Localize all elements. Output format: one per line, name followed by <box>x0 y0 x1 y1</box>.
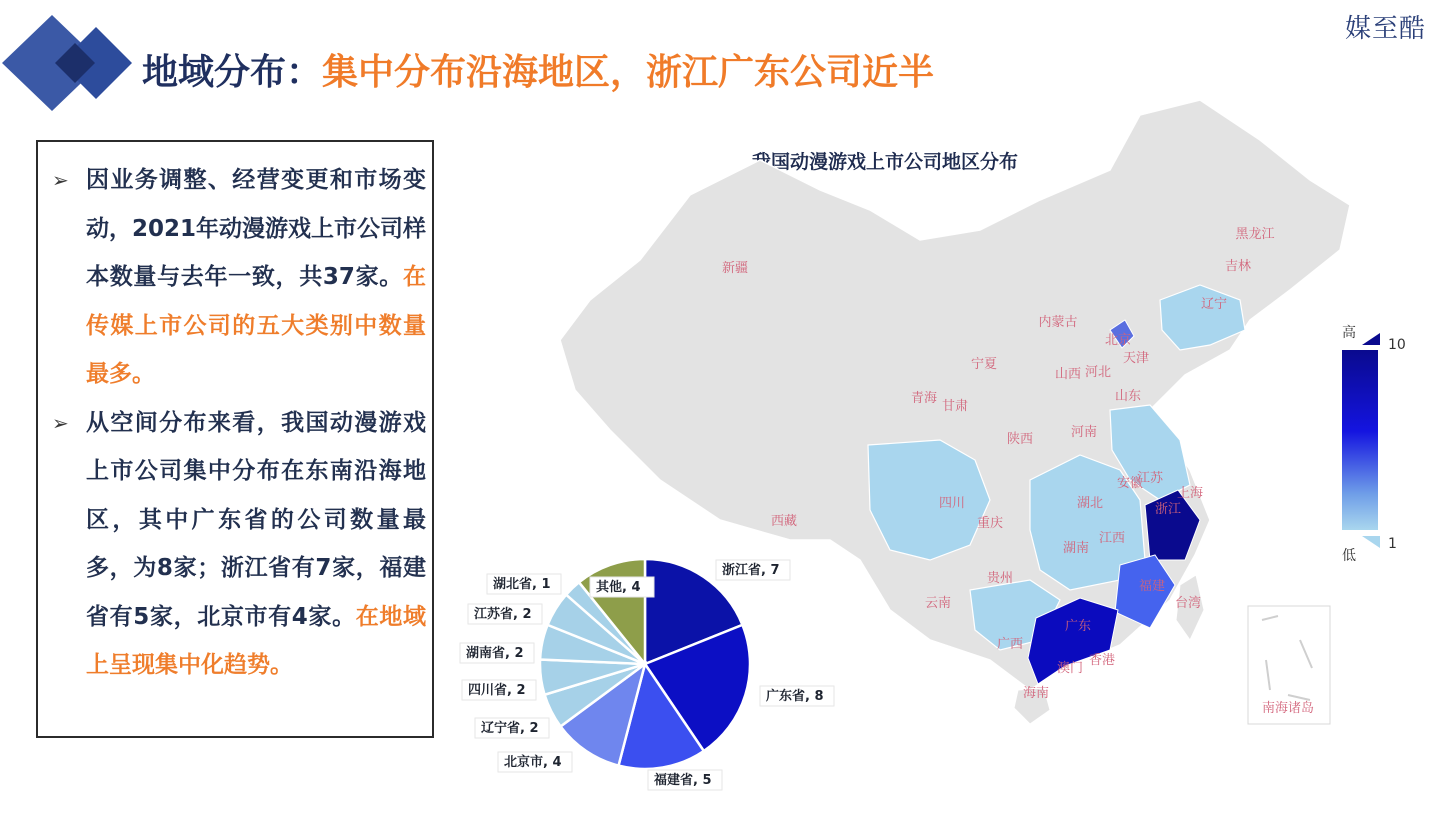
pie-data-label <box>760 686 834 706</box>
bullet-item-2 <box>50 399 426 690</box>
diamond-logo-icon <box>0 15 140 115</box>
map-region-label: 广西 <box>996 637 1024 652</box>
map-region-label: 山东 <box>1114 389 1142 404</box>
map-region-label: 南海诸岛 <box>1261 701 1315 716</box>
map-region-label: 河北 <box>1084 365 1112 380</box>
brand-logo-text: 媒至酷 <box>1344 14 1426 44</box>
map-region-label: 海南 <box>1022 686 1050 701</box>
map-region-label: 广东 <box>1064 619 1092 634</box>
map-chart-title: 我国动漫游戏上市公司地区分布 <box>752 151 1019 173</box>
map-region-label: 江苏 <box>1136 471 1164 486</box>
pie-data-label <box>590 577 654 597</box>
map-region-label: 安徽 <box>1116 476 1144 491</box>
svg-text:湖南省, 2: 湖南省, 2 <box>466 646 524 661</box>
bullet-highlight-2: 在地域上呈现集中化趋势。 <box>86 603 427 678</box>
svg-text:湖北省, 1: 湖北省, 1 <box>493 577 551 592</box>
map-region-label: 澳门 <box>1056 661 1084 676</box>
map-region-label: 甘肃 <box>941 399 969 414</box>
pie-chart <box>440 540 860 800</box>
map-region-label: 香港 <box>1088 653 1116 668</box>
map-region-label: 四川 <box>938 496 966 511</box>
bullet-highlight-1: 在传媒上市公司的五大类别中数量最多。 <box>86 264 426 387</box>
map-legend-high-label: 高 <box>1342 325 1356 341</box>
map-region-label: 青海 <box>910 391 938 406</box>
page-title-main: 地域分布： <box>142 52 323 93</box>
map-region-label: 辽宁 <box>1200 297 1228 312</box>
map-legend-low-label: 低 <box>1342 548 1356 564</box>
map-region-label: 吉林 <box>1224 259 1252 274</box>
map-region-label: 上海 <box>1176 486 1204 501</box>
map-legend-min-value: 1 <box>1388 536 1397 552</box>
pie-data-label <box>716 560 790 580</box>
map-region-label: 福建 <box>1138 579 1166 594</box>
pie-data-label <box>487 574 561 594</box>
bullet-item-1 <box>50 156 426 399</box>
map-region-label: 北京 <box>1104 333 1132 348</box>
pie-data-label <box>498 752 572 772</box>
pie-data-label <box>475 718 549 738</box>
bullet-text-2: 从空间分布来看，我国动漫游戏上市公司集中分布在东南沿海地区，其中广东省的公司数量最多，为8家；浙江省有7家，福建省有5家，北京市有4家。 <box>86 409 426 630</box>
map-region-sichuan <box>868 440 990 560</box>
summary-text-panel <box>36 140 434 738</box>
svg-text:辽宁省, 2: 辽宁省, 2 <box>481 721 539 736</box>
arrow-bullet-icon: ➢ <box>52 410 69 435</box>
map-region-label: 湖北 <box>1076 496 1104 511</box>
map-region-label: 宁夏 <box>970 357 998 372</box>
map-legend-max-value: 10 <box>1388 337 1406 353</box>
map-region-label: 山西 <box>1054 367 1082 382</box>
map-region-label: 天津 <box>1122 351 1150 366</box>
svg-text:福建省, 5: 福建省, 5 <box>654 773 712 788</box>
page-title-sub: 集中分布沿海地区，浙江广东公司近半 <box>322 52 935 93</box>
pie-data-label <box>462 680 536 700</box>
pie-data-label <box>460 643 534 663</box>
map-region-label: 新疆 <box>721 261 749 276</box>
map-region-label: 河南 <box>1070 425 1098 440</box>
svg-text:四川省, 2: 四川省, 2 <box>468 683 526 698</box>
pie-data-label <box>648 770 722 790</box>
map-region-label: 云南 <box>924 596 952 611</box>
svg-text:广东省, 8: 广东省, 8 <box>766 689 824 704</box>
page-title <box>142 44 934 95</box>
map-region-label: 西藏 <box>770 514 798 529</box>
map-legend-low-handle <box>1362 536 1380 548</box>
svg-text:北京市, 4: 北京市, 4 <box>504 755 562 770</box>
map-region-label: 重庆 <box>976 516 1004 531</box>
svg-text:江苏省, 2: 江苏省, 2 <box>474 607 532 622</box>
map-region-label: 湖南 <box>1062 541 1090 556</box>
map-region-label: 贵州 <box>986 571 1014 586</box>
svg-text:浙江省, 7: 浙江省, 7 <box>722 563 780 578</box>
bullet-text-1: 因业务调整、经营变更和市场变动，2021年动漫游戏上市公司样本数量与去年一致，共37家。 <box>86 167 427 290</box>
map-legend-high-handle <box>1362 333 1380 345</box>
map-region-label: 台湾 <box>1174 596 1202 611</box>
pie-data-label <box>468 604 542 624</box>
svg-text:其他, 4: 其他, 4 <box>596 580 641 595</box>
arrow-bullet-icon: ➢ <box>52 168 69 192</box>
map-region-label: 江西 <box>1098 531 1126 546</box>
map-region-label: 黑龙江 <box>1235 227 1275 242</box>
map-region-label: 浙江 <box>1154 502 1182 517</box>
map-legend-gradient <box>1342 350 1378 530</box>
map-region-label: 陕西 <box>1006 432 1034 447</box>
map-region-label: 内蒙古 <box>1038 315 1078 330</box>
